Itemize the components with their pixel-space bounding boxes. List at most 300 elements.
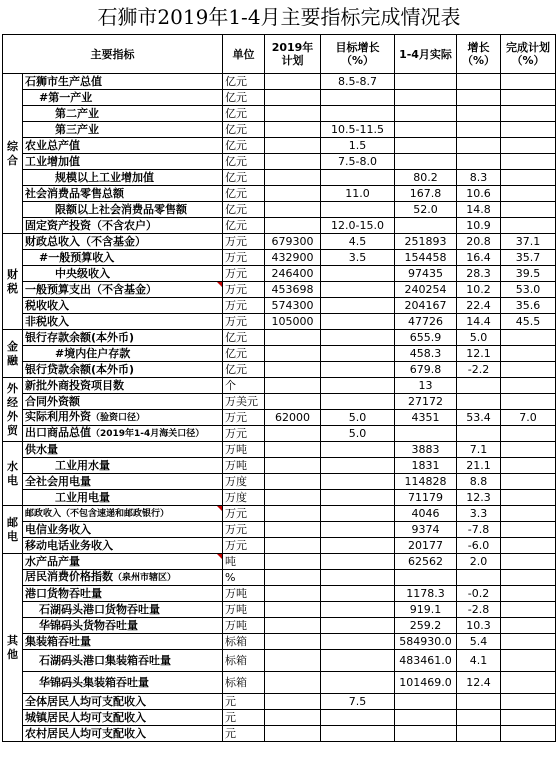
actual-cell: 13 bbox=[395, 378, 457, 394]
header-target: 目标增长（%） bbox=[321, 35, 395, 74]
indicator-name bbox=[23, 672, 223, 694]
indicator-name-text: 农村居民人均可支配收入 bbox=[25, 727, 146, 740]
completion-cell: 45.5 bbox=[501, 314, 556, 330]
actual-cell: 919.1 bbox=[395, 602, 457, 618]
indicator-name bbox=[23, 694, 223, 710]
plan-cell bbox=[265, 442, 321, 458]
table-row bbox=[3, 394, 556, 410]
growth-cell: 28.3 bbox=[457, 266, 501, 282]
indicator-name bbox=[23, 506, 223, 522]
completion-cell bbox=[501, 586, 556, 602]
plan-cell bbox=[265, 554, 321, 570]
target-cell: 7.5-8.0 bbox=[321, 154, 395, 170]
indicator-name-text: 石狮市生产总值 bbox=[25, 75, 102, 88]
indicator-name bbox=[23, 330, 223, 346]
indicator-name bbox=[23, 570, 223, 586]
table-row bbox=[3, 650, 556, 672]
plan-cell bbox=[265, 154, 321, 170]
page-title: 石狮市2019年1-4月主要指标完成情况表 bbox=[97, 5, 461, 29]
unit-cell: 亿元 bbox=[223, 346, 265, 362]
indicator-name-text: 第三产业 bbox=[55, 123, 99, 136]
actual-cell: 4351 bbox=[395, 410, 457, 426]
growth-cell: 2.0 bbox=[457, 554, 501, 570]
actual-cell bbox=[395, 74, 457, 90]
plan-cell: 105000 bbox=[265, 314, 321, 330]
table-row bbox=[3, 672, 556, 694]
unit-cell: 亿元 bbox=[223, 186, 265, 202]
header-growth: 增长（%） bbox=[457, 35, 501, 74]
category-label bbox=[3, 506, 23, 554]
indicator-name bbox=[23, 346, 223, 362]
target-cell: 5.0 bbox=[321, 426, 395, 442]
indicator-name bbox=[23, 362, 223, 378]
table-row bbox=[3, 362, 556, 378]
target-cell bbox=[321, 602, 395, 618]
table-row bbox=[3, 314, 556, 330]
unit-cell: 亿元 bbox=[223, 330, 265, 346]
table-body bbox=[3, 74, 556, 742]
table-row bbox=[3, 250, 556, 266]
growth-cell bbox=[457, 426, 501, 442]
unit-cell: 吨 bbox=[223, 554, 265, 570]
target-cell bbox=[321, 170, 395, 186]
actual-cell: 27172 bbox=[395, 394, 457, 410]
indicator-name bbox=[23, 394, 223, 410]
indicator-name-text: 工业增加值 bbox=[25, 155, 80, 168]
unit-cell: 万元 bbox=[223, 298, 265, 314]
unit-cell: 标箱 bbox=[223, 634, 265, 650]
target-cell bbox=[321, 394, 395, 410]
plan-cell: 62000 bbox=[265, 410, 321, 426]
completion-cell bbox=[501, 138, 556, 154]
indicator-name-note: （2019年1-4月海关口径） bbox=[91, 429, 205, 439]
unit-cell: 元 bbox=[223, 710, 265, 726]
completion-cell bbox=[501, 170, 556, 186]
indicator-name bbox=[23, 538, 223, 554]
growth-cell: 12.4 bbox=[457, 672, 501, 694]
table-row bbox=[3, 106, 556, 122]
target-cell bbox=[321, 442, 395, 458]
plan-cell: 574300 bbox=[265, 298, 321, 314]
indicator-name-note: （验资口径） bbox=[91, 413, 146, 423]
completion-cell bbox=[501, 362, 556, 378]
table-row bbox=[3, 154, 556, 170]
actual-cell: 80.2 bbox=[395, 170, 457, 186]
completion-cell bbox=[501, 554, 556, 570]
completion-cell: 35.7 bbox=[501, 250, 556, 266]
indicator-name bbox=[23, 122, 223, 138]
completion-cell bbox=[501, 650, 556, 672]
target-cell bbox=[321, 90, 395, 106]
actual-cell: 20177 bbox=[395, 538, 457, 554]
indicator-name bbox=[23, 138, 223, 154]
growth-cell bbox=[457, 154, 501, 170]
growth-cell bbox=[457, 90, 501, 106]
unit-cell: 亿元 bbox=[223, 106, 265, 122]
unit-cell: 亿元 bbox=[223, 122, 265, 138]
completion-cell bbox=[501, 522, 556, 538]
indicator-name bbox=[23, 234, 223, 250]
indicator-name bbox=[23, 490, 223, 506]
growth-cell bbox=[457, 570, 501, 586]
completion-cell bbox=[501, 538, 556, 554]
target-cell bbox=[321, 202, 395, 218]
actual-cell bbox=[395, 138, 457, 154]
target-cell bbox=[321, 458, 395, 474]
actual-cell bbox=[395, 106, 457, 122]
unit-cell: 亿元 bbox=[223, 218, 265, 234]
completion-cell bbox=[501, 506, 556, 522]
actual-cell: 1831 bbox=[395, 458, 457, 474]
indicator-name bbox=[23, 186, 223, 202]
growth-cell: 12.1 bbox=[457, 346, 501, 362]
plan-cell bbox=[265, 74, 321, 90]
completion-cell: 7.0 bbox=[501, 410, 556, 426]
indicator-name-text: 邮政收入（不包含速递和邮政银行） bbox=[25, 509, 170, 519]
growth-cell: 12.3 bbox=[457, 490, 501, 506]
actual-cell: 114828 bbox=[395, 474, 457, 490]
indicator-name-text: 水产品产量 bbox=[25, 555, 80, 568]
indicator-name-text: 全体居民人均可支配收入 bbox=[25, 695, 146, 708]
unit-cell: 万元 bbox=[223, 410, 265, 426]
completion-cell bbox=[501, 602, 556, 618]
actual-cell bbox=[395, 694, 457, 710]
growth-cell bbox=[457, 710, 501, 726]
indicator-name bbox=[23, 426, 223, 442]
target-cell bbox=[321, 586, 395, 602]
table-row bbox=[3, 554, 556, 570]
header-plan: 2019年计划 bbox=[265, 35, 321, 74]
indicator-name bbox=[23, 522, 223, 538]
target-cell bbox=[321, 378, 395, 394]
target-cell bbox=[321, 106, 395, 122]
growth-cell: -2.8 bbox=[457, 602, 501, 618]
unit-cell: 标箱 bbox=[223, 672, 265, 694]
actual-cell: 9374 bbox=[395, 522, 457, 538]
indicator-name bbox=[23, 266, 223, 282]
growth-cell: 14.8 bbox=[457, 202, 501, 218]
growth-cell: 10.6 bbox=[457, 186, 501, 202]
plan-cell bbox=[265, 602, 321, 618]
unit-cell: 万美元 bbox=[223, 394, 265, 410]
completion-cell bbox=[501, 106, 556, 122]
plan-cell: 432900 bbox=[265, 250, 321, 266]
plan-cell bbox=[265, 378, 321, 394]
indicator-name bbox=[23, 586, 223, 602]
growth-cell: 22.4 bbox=[457, 298, 501, 314]
completion-cell bbox=[501, 570, 556, 586]
plan-cell bbox=[265, 586, 321, 602]
actual-cell: 62562 bbox=[395, 554, 457, 570]
indicator-name-text: 移动电话业务收入 bbox=[25, 539, 113, 552]
table-row bbox=[3, 282, 556, 298]
actual-cell: 3883 bbox=[395, 442, 457, 458]
indicator-name-text: 居民消费价格指数 bbox=[25, 570, 113, 583]
unit-cell: 万吨 bbox=[223, 602, 265, 618]
indicator-name-text: 集装箱吞吐量 bbox=[25, 635, 91, 648]
growth-cell bbox=[457, 378, 501, 394]
category-label bbox=[3, 442, 23, 506]
plan-cell bbox=[265, 458, 321, 474]
header-completion: 完成计划（%） bbox=[501, 35, 556, 74]
plan-cell bbox=[265, 710, 321, 726]
table-row bbox=[3, 202, 556, 218]
target-cell: 4.5 bbox=[321, 234, 395, 250]
indicator-name bbox=[23, 250, 223, 266]
category-text: 财税 bbox=[7, 267, 18, 295]
actual-cell: 1178.3 bbox=[395, 586, 457, 602]
target-cell bbox=[321, 650, 395, 672]
unit-cell: 万元 bbox=[223, 522, 265, 538]
unit-cell: % bbox=[223, 570, 265, 586]
plan-cell bbox=[265, 726, 321, 742]
table-row bbox=[3, 538, 556, 554]
actual-cell bbox=[395, 710, 457, 726]
completion-cell bbox=[501, 672, 556, 694]
completion-cell bbox=[501, 378, 556, 394]
completion-cell bbox=[501, 330, 556, 346]
table-row bbox=[3, 618, 556, 634]
table-row bbox=[3, 410, 556, 426]
completion-cell bbox=[501, 490, 556, 506]
growth-cell: 53.4 bbox=[457, 410, 501, 426]
actual-cell bbox=[395, 570, 457, 586]
actual-cell: 154458 bbox=[395, 250, 457, 266]
unit-cell: 万吨 bbox=[223, 586, 265, 602]
table-row bbox=[3, 506, 556, 522]
completion-cell bbox=[501, 218, 556, 234]
target-cell: 1.5 bbox=[321, 138, 395, 154]
growth-cell: 14.4 bbox=[457, 314, 501, 330]
target-cell bbox=[321, 346, 395, 362]
plan-cell: 453698 bbox=[265, 282, 321, 298]
target-cell bbox=[321, 538, 395, 554]
header-unit: 单位 bbox=[223, 35, 265, 74]
plan-cell bbox=[265, 634, 321, 650]
growth-cell: 8.8 bbox=[457, 474, 501, 490]
target-cell bbox=[321, 618, 395, 634]
indicator-name-text: 工业用水量 bbox=[55, 459, 110, 472]
indicator-name bbox=[23, 634, 223, 650]
plan-cell bbox=[265, 672, 321, 694]
table-row bbox=[3, 330, 556, 346]
indicator-name bbox=[23, 458, 223, 474]
growth-cell: 20.8 bbox=[457, 234, 501, 250]
indicator-name-text: 农业总产值 bbox=[25, 139, 80, 152]
indicator-name-text: 社会消费品零售总额 bbox=[25, 187, 124, 200]
target-cell bbox=[321, 710, 395, 726]
growth-cell: 5.0 bbox=[457, 330, 501, 346]
indicator-name-text: 一般预算支出（不含基金） bbox=[25, 283, 157, 296]
plan-cell bbox=[265, 202, 321, 218]
table-row bbox=[3, 90, 556, 106]
indicator-table bbox=[2, 34, 556, 742]
indicator-name-text: 实际利用外资 bbox=[25, 410, 91, 423]
table-row bbox=[3, 266, 556, 282]
unit-cell: 万元 bbox=[223, 506, 265, 522]
target-cell: 12.0-15.0 bbox=[321, 218, 395, 234]
target-cell bbox=[321, 298, 395, 314]
plan-cell bbox=[265, 170, 321, 186]
table-row bbox=[3, 74, 556, 90]
header-indicator: 主要指标 bbox=[3, 35, 223, 74]
category-text: 外经外贸 bbox=[7, 381, 18, 437]
plan-cell bbox=[265, 362, 321, 378]
unit-cell: 亿元 bbox=[223, 170, 265, 186]
actual-cell: 259.2 bbox=[395, 618, 457, 634]
table-row bbox=[3, 186, 556, 202]
indicator-name bbox=[23, 554, 223, 570]
plan-cell bbox=[265, 506, 321, 522]
category-label bbox=[3, 234, 23, 330]
category-label bbox=[3, 74, 23, 234]
growth-cell: 4.1 bbox=[457, 650, 501, 672]
plan-cell bbox=[265, 570, 321, 586]
growth-cell: 5.4 bbox=[457, 634, 501, 650]
actual-cell: 483461.0 bbox=[395, 650, 457, 672]
indicator-name-text: 华锦码头货物吞吐量 bbox=[39, 619, 138, 632]
plan-cell bbox=[265, 138, 321, 154]
target-cell bbox=[321, 490, 395, 506]
category-text: 综合 bbox=[7, 139, 18, 167]
target-cell bbox=[321, 570, 395, 586]
indicator-name-text: 限额以上社会消费品零售额 bbox=[55, 203, 187, 216]
target-cell: 8.5-8.7 bbox=[321, 74, 395, 90]
completion-cell bbox=[501, 618, 556, 634]
indicator-name bbox=[23, 378, 223, 394]
plan-cell bbox=[265, 330, 321, 346]
indicator-name-text: #一般预算收入 bbox=[39, 251, 115, 264]
growth-cell: -7.8 bbox=[457, 522, 501, 538]
target-cell bbox=[321, 330, 395, 346]
growth-cell: -0.2 bbox=[457, 586, 501, 602]
completion-cell bbox=[501, 74, 556, 90]
category-text: 水电 bbox=[7, 459, 18, 487]
growth-cell: 7.1 bbox=[457, 442, 501, 458]
indicator-name bbox=[23, 90, 223, 106]
unit-cell: 万元 bbox=[223, 234, 265, 250]
completion-cell: 39.5 bbox=[501, 266, 556, 282]
target-cell: 5.0 bbox=[321, 410, 395, 426]
actual-cell bbox=[395, 90, 457, 106]
unit-cell: 万吨 bbox=[223, 618, 265, 634]
unit-cell: 万吨 bbox=[223, 442, 265, 458]
unit-cell: 万元 bbox=[223, 282, 265, 298]
table-row bbox=[3, 378, 556, 394]
unit-cell: 万元 bbox=[223, 538, 265, 554]
header-row bbox=[3, 35, 556, 74]
growth-cell: 10.9 bbox=[457, 218, 501, 234]
unit-cell: 万度 bbox=[223, 474, 265, 490]
actual-cell: 71179 bbox=[395, 490, 457, 506]
target-cell: 11.0 bbox=[321, 186, 395, 202]
table-row bbox=[3, 170, 556, 186]
indicator-name-text: 出口商品总值 bbox=[25, 426, 91, 439]
actual-cell: 101469.0 bbox=[395, 672, 457, 694]
growth-cell: 10.3 bbox=[457, 618, 501, 634]
indicator-name-text: #第一产业 bbox=[39, 91, 93, 104]
unit-cell: 万元 bbox=[223, 266, 265, 282]
plan-cell bbox=[265, 694, 321, 710]
plan-cell bbox=[265, 650, 321, 672]
unit-cell: 亿元 bbox=[223, 74, 265, 90]
completion-cell bbox=[501, 474, 556, 490]
target-cell bbox=[321, 554, 395, 570]
indicator-name-text: 港口货物吞吐量 bbox=[25, 587, 102, 600]
table-row bbox=[3, 122, 556, 138]
growth-cell: 10.2 bbox=[457, 282, 501, 298]
table-row bbox=[3, 442, 556, 458]
target-cell: 7.5 bbox=[321, 694, 395, 710]
indicator-name-text: 石湖码头港口集装箱吞吐量 bbox=[39, 654, 171, 667]
growth-cell bbox=[457, 726, 501, 742]
actual-cell: 584930.0 bbox=[395, 634, 457, 650]
indicator-name bbox=[23, 410, 223, 426]
growth-cell bbox=[457, 106, 501, 122]
plan-cell bbox=[265, 186, 321, 202]
plan-cell bbox=[265, 618, 321, 634]
plan-cell bbox=[265, 538, 321, 554]
unit-cell: 亿元 bbox=[223, 154, 265, 170]
indicator-name bbox=[23, 218, 223, 234]
completion-cell: 35.6 bbox=[501, 298, 556, 314]
actual-cell: 251893 bbox=[395, 234, 457, 250]
category-label bbox=[3, 554, 23, 742]
target-cell bbox=[321, 634, 395, 650]
plan-cell bbox=[265, 106, 321, 122]
actual-cell: 52.0 bbox=[395, 202, 457, 218]
indicator-name bbox=[23, 154, 223, 170]
indicator-name-text: 新批外商投资项目数 bbox=[25, 379, 124, 392]
indicator-name-text: 税收收入 bbox=[25, 299, 69, 312]
indicator-name-text: 石湖码头港口货物吞吐量 bbox=[39, 603, 160, 616]
actual-cell: 679.8 bbox=[395, 362, 457, 378]
actual-cell bbox=[395, 426, 457, 442]
indicator-name-text: 合同外资额 bbox=[25, 395, 80, 408]
completion-cell bbox=[501, 394, 556, 410]
indicator-name bbox=[23, 298, 223, 314]
plan-cell: 246400 bbox=[265, 266, 321, 282]
target-cell bbox=[321, 522, 395, 538]
indicator-name bbox=[23, 474, 223, 490]
target-cell bbox=[321, 474, 395, 490]
unit-cell: 亿元 bbox=[223, 90, 265, 106]
growth-cell: 16.4 bbox=[457, 250, 501, 266]
unit-cell: 亿元 bbox=[223, 362, 265, 378]
completion-cell bbox=[501, 710, 556, 726]
indicator-name bbox=[23, 202, 223, 218]
actual-cell bbox=[395, 726, 457, 742]
table-row bbox=[3, 458, 556, 474]
unit-cell: 元 bbox=[223, 726, 265, 742]
actual-cell: 4046 bbox=[395, 506, 457, 522]
completion-cell bbox=[501, 154, 556, 170]
actual-cell: 458.3 bbox=[395, 346, 457, 362]
table-row bbox=[3, 522, 556, 538]
indicator-name bbox=[23, 618, 223, 634]
completion-cell bbox=[501, 634, 556, 650]
table-row bbox=[3, 710, 556, 726]
unit-cell: 亿元 bbox=[223, 202, 265, 218]
unit-cell: 个 bbox=[223, 378, 265, 394]
plan-cell bbox=[265, 426, 321, 442]
growth-cell: -6.0 bbox=[457, 538, 501, 554]
table-row bbox=[3, 138, 556, 154]
plan-cell bbox=[265, 90, 321, 106]
unit-cell: 万元 bbox=[223, 426, 265, 442]
indicator-name-text: 第二产业 bbox=[55, 107, 99, 120]
table-row bbox=[3, 218, 556, 234]
